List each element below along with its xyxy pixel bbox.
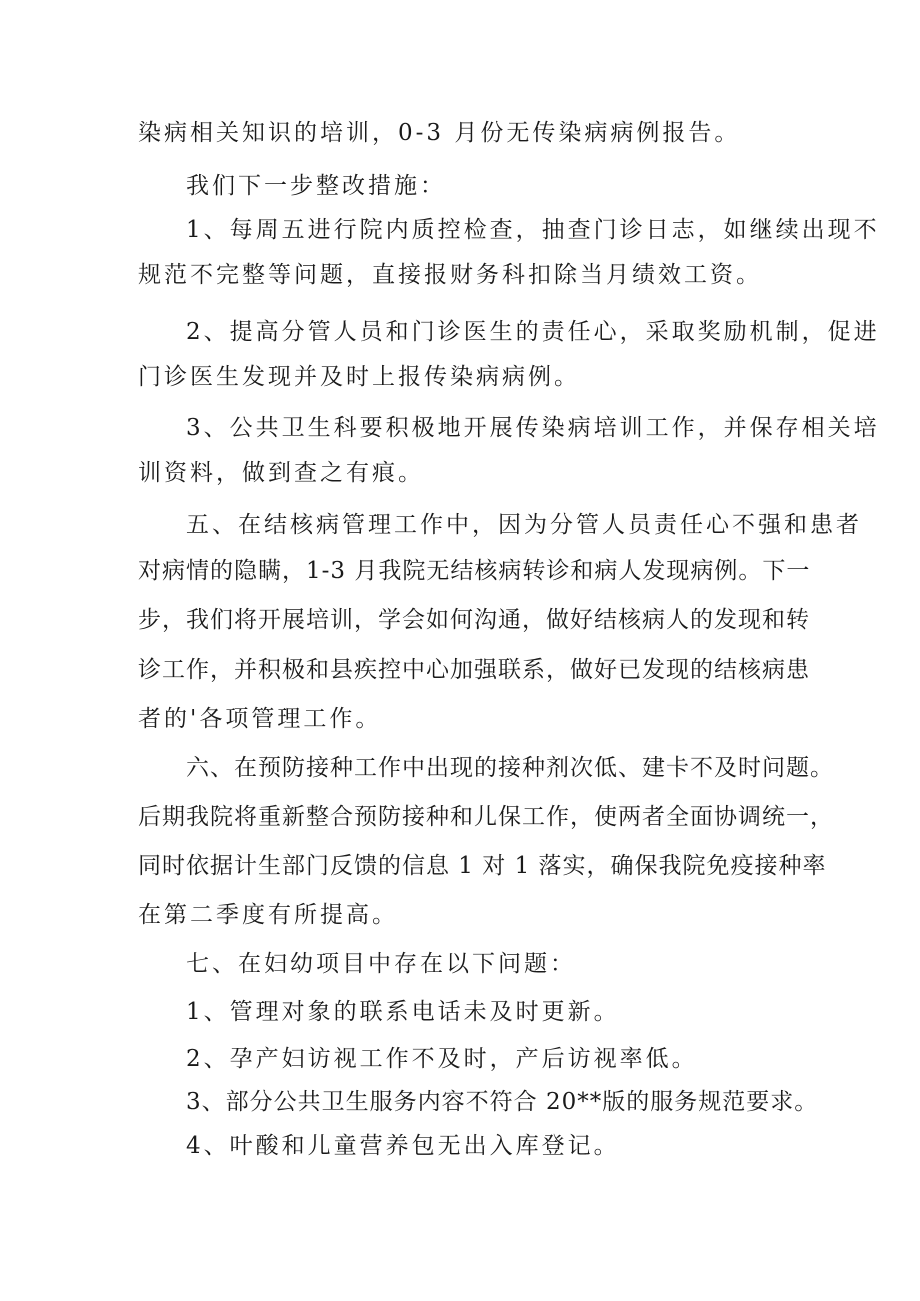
- paragraph-line: 规范不完整等问题，直接报财务科扣除当月绩效工资。: [138, 262, 762, 288]
- paragraph-line: 六、在预防接种工作中出现的接种剂次低、建卡不及时问题。: [186, 755, 834, 781]
- paragraph-line: 同时依据计生部门反馈的信息 1 对 1 落实，确保我院免疫接种率: [138, 853, 827, 879]
- paragraph-line: 诊工作，并积极和县疾控中心加强联系，做好已发现的结核病患: [138, 657, 810, 683]
- paragraph-line: 4、叶酸和儿童营养包无出入库登记。: [186, 1133, 620, 1159]
- paragraph-line: 1、每周五进行院内质控检查，抽查门诊日志，如继续出现不: [186, 217, 880, 243]
- paragraph-line: 者的'各项管理工作。: [138, 706, 382, 732]
- paragraph-line: 对病情的隐瞒，1-3 月我院无结核病转诊和病人发现病例。下一: [138, 558, 811, 584]
- paragraph-line: 2、提高分管人员和门诊医生的责任心，采取奖励机制，促进: [186, 319, 880, 345]
- paragraph-line: 1、管理对象的联系电话未及时更新。: [186, 999, 620, 1025]
- paragraph-line: 3、部分公共卫生服务内容不符合 20**版的服务规范要求。: [186, 1089, 819, 1115]
- paragraph-line: 门诊医生发现并及时上报传染病病例。: [138, 364, 580, 390]
- paragraph-line: 染病相关知识的培训，0-3 月份无传染病病例报告。: [138, 120, 741, 146]
- paragraph-line: 2、孕产妇访视工作不及时，产后访视率低。: [186, 1046, 698, 1072]
- paragraph-line: 训资料，做到查之有痕。: [138, 460, 424, 486]
- paragraph-line: 我们下一步整改措施：: [186, 173, 446, 199]
- paragraph-line: 在第二季度有所提高。: [138, 902, 398, 928]
- paragraph-line: 五、在结核病管理工作中，因为分管人员责任心不强和患者: [186, 512, 862, 538]
- paragraph-line: 后期我院将重新整合预防接种和儿保工作，使两者全面协调统一，: [138, 804, 834, 830]
- paragraph-line: 3、公共卫生科要积极地开展传染病培训工作，并保存相关培: [186, 415, 880, 441]
- paragraph-line: 七、在妇幼项目中存在以下问题：: [186, 951, 576, 977]
- paragraph-line: 步，我们将开展培训，学会如何沟通，做好结核病人的发现和转: [138, 607, 810, 633]
